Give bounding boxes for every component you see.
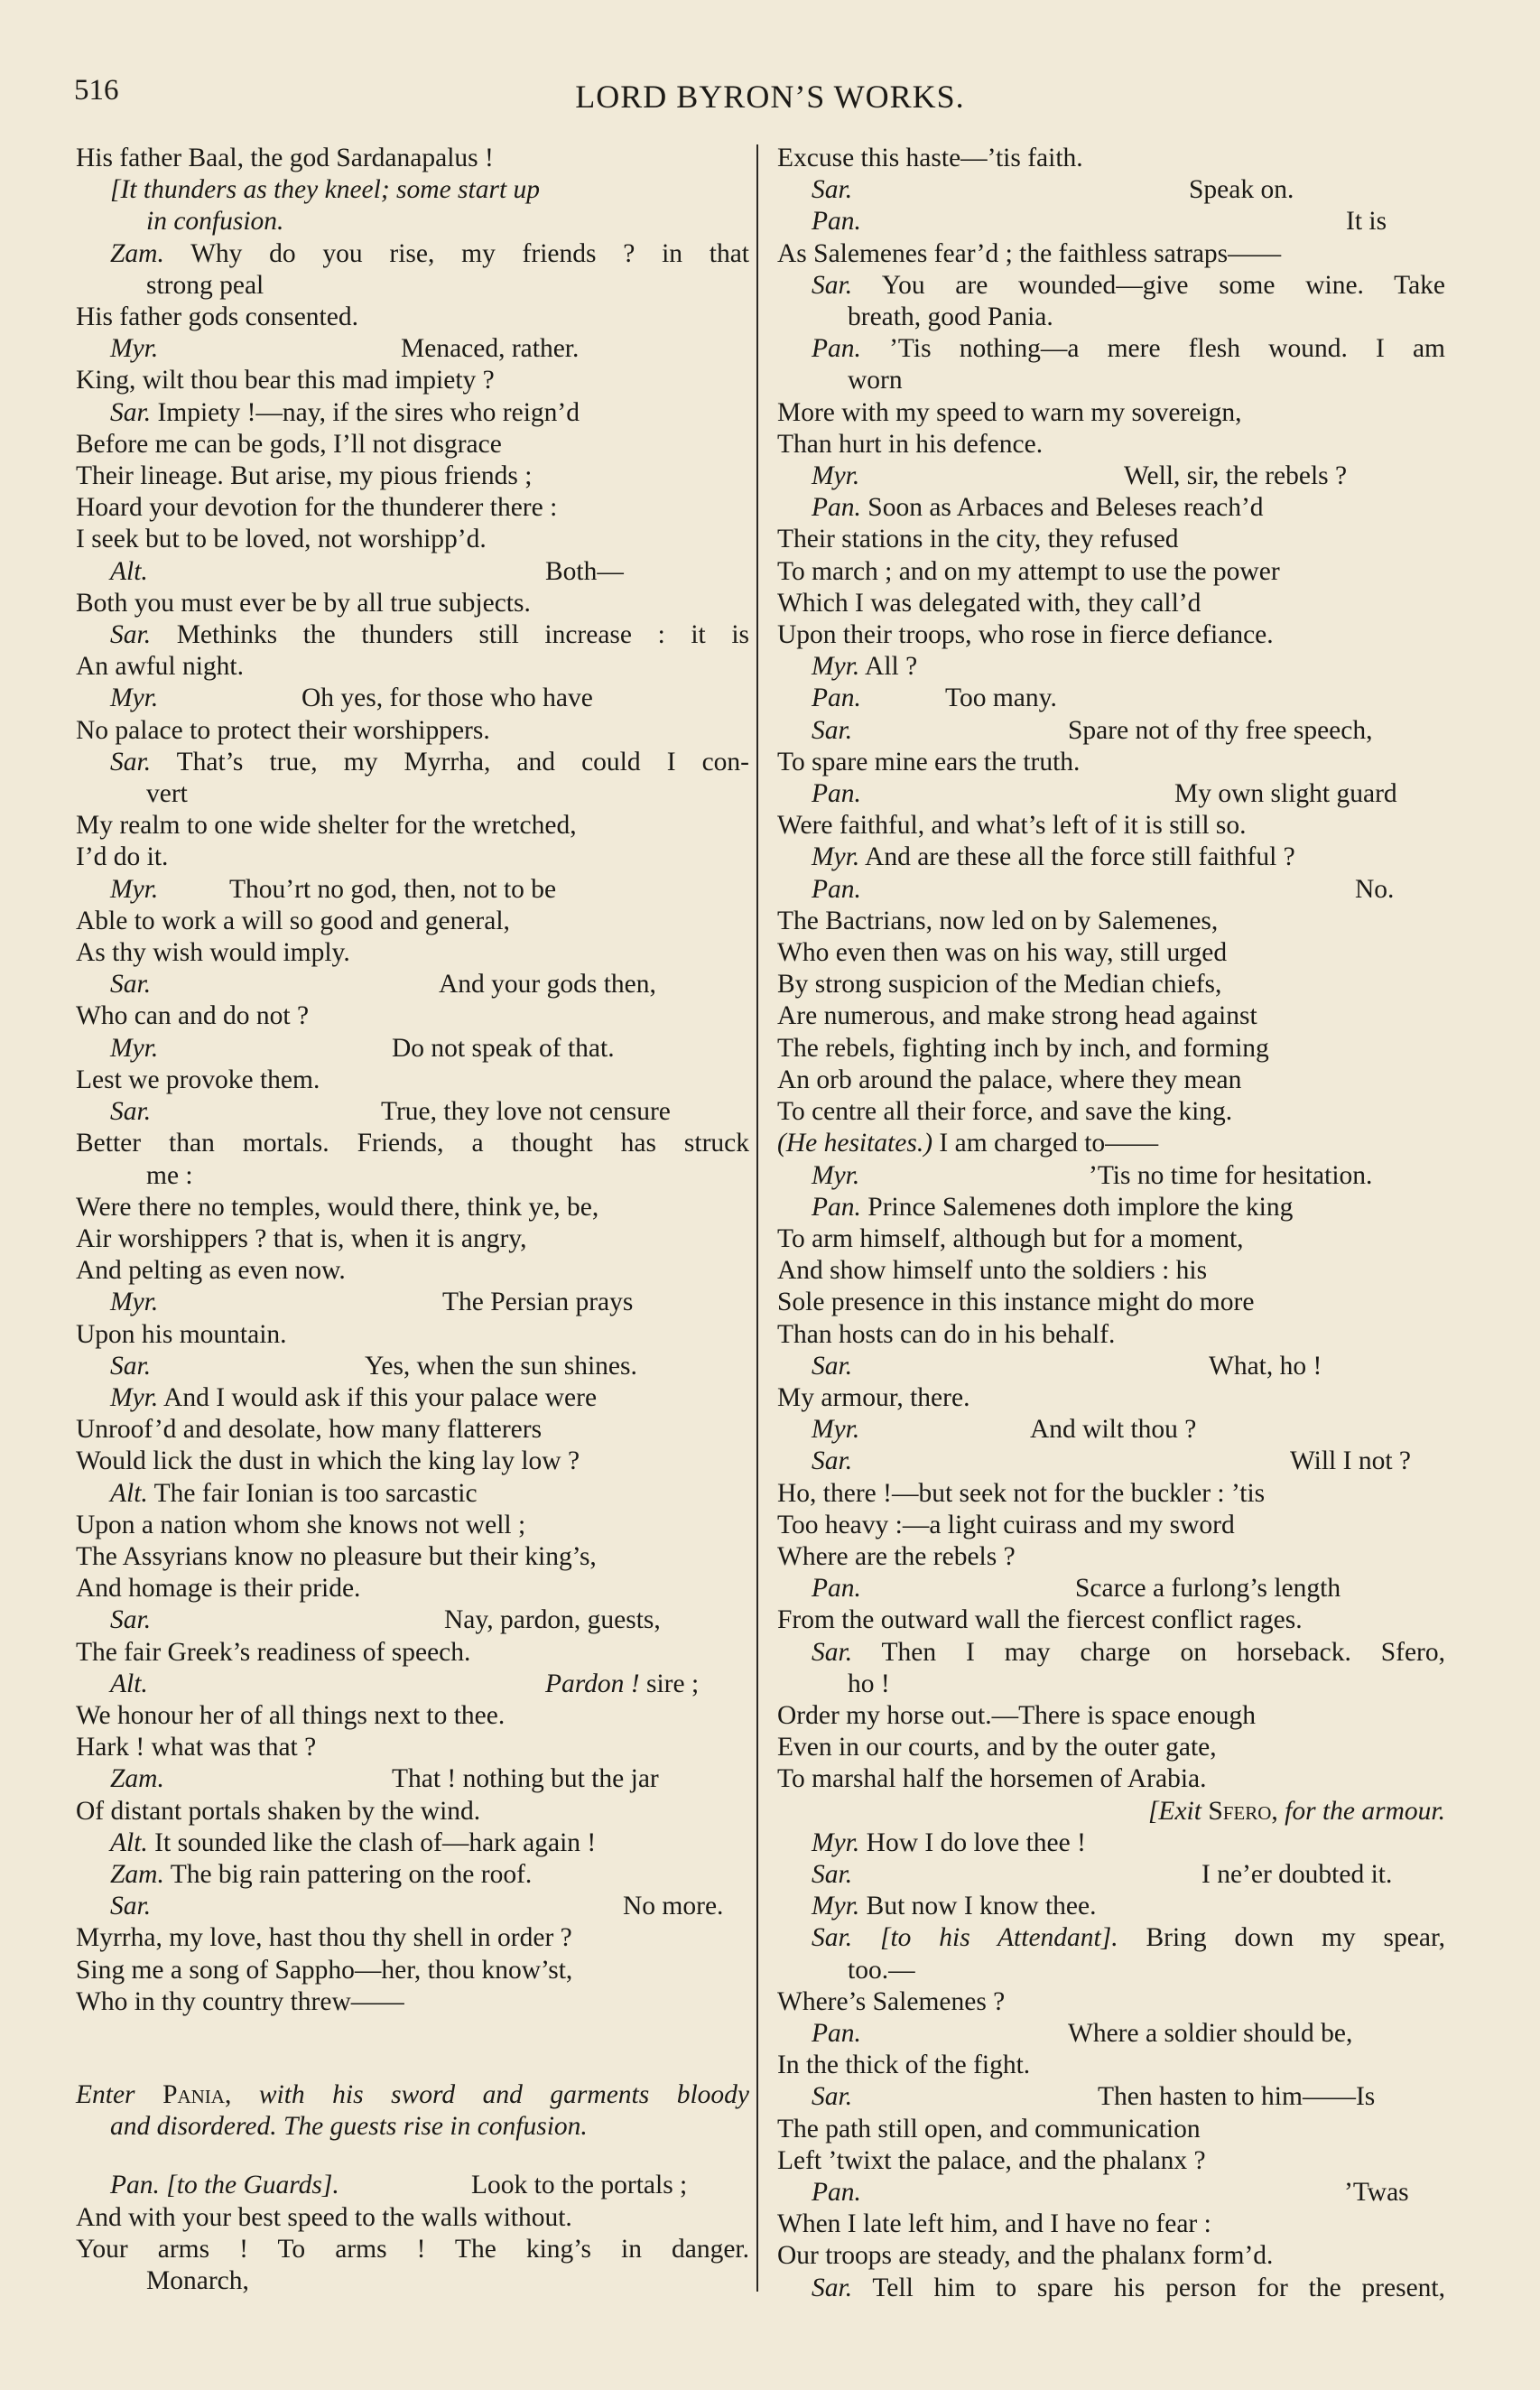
- verse-line: To spare mine ears the truth.: [777, 747, 1081, 777]
- verse-line: strong peal: [146, 270, 264, 300]
- verse-line: vert: [146, 779, 188, 809]
- speaker-label: Sar.: [110, 1892, 152, 1921]
- verse-line: Sar. And your gods then,: [110, 970, 656, 1000]
- verse-line: Zam. The big rain pattering on the roof.: [110, 1859, 533, 1889]
- speaker-label: Myr.: [110, 1288, 159, 1317]
- speaker-label: Myr.: [110, 1033, 159, 1063]
- speaker-label: Pan.: [812, 493, 861, 523]
- verse-line: Myr. ’Tis no time for hesitation.: [812, 1160, 1373, 1190]
- verse-line: Their lineage. But arise, my pious friends ;: [76, 461, 533, 491]
- verse-line: Upon a nation whom she knows not well ;: [76, 1510, 526, 1539]
- verse-line: Pan. My own slight guard: [812, 779, 1397, 809]
- verse-line: Myr. All ?: [812, 652, 918, 682]
- verse-line: The rebels, fighting inch by inch, and forming: [777, 1033, 1269, 1063]
- speaker-label: Pan.: [812, 684, 861, 713]
- verse-line: And homage is their pride.: [76, 1574, 361, 1604]
- verse-line: Zam. That ! nothing but the jar: [110, 1764, 659, 1794]
- speaker-label: Sar.: [110, 747, 152, 777]
- verse-line: Myrrha, my love, hast thou thy shell in order ?: [76, 1923, 572, 1953]
- verse-line: And with your best speed to the walls without.: [76, 2202, 572, 2232]
- verse-line: Than hosts can do in his behalf.: [777, 1319, 1116, 1349]
- speaker-label: Pan.: [812, 1192, 861, 1222]
- speaker-label: Sar.: [110, 620, 152, 650]
- verse-line: Myr. And wilt thou ?: [812, 1415, 1197, 1445]
- verse-line: An orb around the palace, where they mean: [777, 1065, 1242, 1094]
- verse-line: Sole presence in this instance might do more: [777, 1288, 1255, 1317]
- verse-line: And pelting as even now.: [76, 1256, 346, 1286]
- verse-line: Sar. That’s true, my Myrrha, and could I con-: [110, 747, 750, 777]
- verse-line: Left ’twixt the palace, and the phalanx ?: [777, 2145, 1206, 2175]
- speaker-label: Alt.: [110, 556, 148, 586]
- verse-line: Too heavy :—a light cuirass and my sword: [777, 1510, 1235, 1539]
- verse-line: No palace to protect their worshippers.: [76, 715, 490, 745]
- verse-line: Who can and do not ?: [76, 1001, 310, 1031]
- verse-line: Pan. ’Tis nothing—a mere flesh wound. I am: [812, 334, 1446, 364]
- verse-line: Who in thy country threw——: [76, 1986, 404, 2016]
- verse-line: Pan. Where a soldier should be,: [812, 2018, 1353, 2048]
- speaker-label: Myr.: [110, 1382, 159, 1412]
- verse-line: Zam. Why do you rise, my friends ? in that: [110, 238, 749, 268]
- speaker-label: Sar.: [812, 715, 853, 745]
- stage-direction: [It thunders as they kneel; some start up: [110, 175, 541, 205]
- verse-line: Myr. Do not speak of that.: [110, 1033, 615, 1063]
- speaker-label: Sar.: [812, 2082, 853, 2112]
- verse-line: Would lick the dust in which the king lay low ?: [76, 1446, 580, 1476]
- verse-line: Sar. Will I not ?: [812, 1446, 1411, 1476]
- verse-line: Air worshippers ? that is, when it is angry,: [76, 1223, 527, 1253]
- stage-direction: and disordered. The guests rise in confusion.: [110, 2112, 588, 2142]
- page-number: 516: [74, 74, 119, 107]
- verse-line: An awful night.: [76, 652, 244, 682]
- stage-direction: in confusion.: [146, 207, 284, 237]
- running-title: LORD BYRON’S WORKS.: [575, 79, 965, 115]
- verse-line: Pan. Soon as Arbaces and Beleses reach’d: [812, 493, 1264, 523]
- verse-line: Myr. Menaced, rather.: [110, 334, 580, 364]
- verse-line: Order my horse out.—There is space enough: [777, 1700, 1257, 1730]
- verse-line: Myr. But now I know thee.: [812, 1892, 1097, 1921]
- verse-line: Sar. No more.: [110, 1892, 724, 1921]
- verse-line: In the thick of the fight.: [777, 2051, 1031, 2080]
- left-column: [76, 143, 749, 2297]
- verse-line: Sar. Then hasten to him——Is: [812, 2082, 1376, 2112]
- verse-line: Sar. Speak on.: [812, 175, 1294, 205]
- verse-line: Who even then was on his way, still urged: [777, 938, 1228, 968]
- column-rule: [756, 144, 758, 2292]
- speaker-label: Myr.: [812, 1827, 860, 1857]
- verse-line: Sar. Impiety !—nay, if the sires who reign’d: [110, 397, 580, 427]
- speaker-label: Alt.: [110, 1669, 148, 1698]
- speaker-label: Pan.: [812, 2018, 861, 2048]
- verse-line: To arm himself, although but for a moment,: [777, 1223, 1244, 1253]
- verse-line: Monarch,: [146, 2266, 249, 2295]
- verse-line: Sar. What, ho !: [812, 1351, 1322, 1381]
- speaker-label: Sar.: [110, 1097, 152, 1127]
- verse-line: Pan. Prince Salemenes doth implore the king: [812, 1192, 1294, 1222]
- verse-line: Than hurt in his defence.: [777, 429, 1044, 459]
- speaker-label: Zam.: [110, 1764, 164, 1794]
- verse-line: Sar. Nay, pardon, guests,: [110, 1605, 661, 1635]
- verse-line: Sar. Tell him to spare his person for the present,: [812, 2273, 1445, 2302]
- verse-line: Upon his mountain.: [76, 1319, 287, 1349]
- verse-line: Unroof’d and desolate, how many flatterers: [76, 1415, 543, 1445]
- verse-line: Pan. Scarce a furlong’s length: [812, 1574, 1341, 1604]
- verse-line: To marshal half the horsemen of Arabia.: [777, 1764, 1207, 1794]
- verse-line: too.—: [848, 1955, 915, 1985]
- verse-line: To march ; and on my attempt to use the power: [777, 556, 1280, 586]
- verse-line: As thy wish would imply.: [76, 938, 350, 968]
- speaker-label: Sar.: [812, 175, 853, 205]
- speaker-label: Zam.: [110, 1859, 164, 1889]
- verse-line: Able to work a will so good and general,: [76, 906, 510, 935]
- speaker-label: Pan.: [812, 207, 861, 237]
- verse-line: Were there no temples, would there, think ye, be,: [76, 1192, 599, 1222]
- verse-line: breath, good Pania.: [848, 302, 1053, 332]
- verse-line: Lest we provoke them.: [76, 1065, 320, 1094]
- verse-line: Sar. [to his Attendant]. Bring down my spear,: [812, 1923, 1445, 1953]
- verse-line: Of distant portals shaken by the wind.: [76, 1796, 481, 1826]
- speaker-label: Myr.: [812, 1415, 860, 1445]
- verse-line: Before me can be gods, I’ll not disgrace: [76, 429, 502, 459]
- verse-line: Alt. It sounded like the clash of—hark again !: [110, 1827, 597, 1857]
- speaker-label: Pan.: [110, 2171, 160, 2200]
- speaker-label: Sar.: [812, 1923, 853, 1953]
- verse-line: Which I was delegated with, they call’d: [777, 588, 1201, 618]
- verse-line: Sar. Methinks the thunders still increase : it is: [110, 620, 750, 650]
- verse-line: Sar. You are wounded—give some wine. Take: [812, 270, 1446, 300]
- verse-line: Your arms ! To arms ! The king’s in danger.: [76, 2234, 749, 2264]
- speaker-label: Sar.: [812, 1859, 853, 1889]
- verse-line: Myr. And are these all the force still faithful ?: [812, 842, 1295, 872]
- verse-line: (He hesitates.) I am charged to——: [777, 1129, 1159, 1158]
- verse-line: Alt. Pardon ! sire ;: [110, 1669, 700, 1698]
- speaker-label: Alt.: [110, 1478, 148, 1508]
- verse-line: Alt. Both—: [110, 556, 624, 586]
- verse-line: Sing me a song of Sappho—her, thou know’st,: [76, 1955, 573, 1985]
- verse-line: Were faithful, and what’s left of it is still so.: [777, 811, 1247, 841]
- verse-line: Upon their troops, who rose in fierce defiance.: [777, 620, 1274, 650]
- verse-line: By strong suspicion of the Median chiefs,: [777, 970, 1222, 1000]
- verse-line: me :: [146, 1160, 193, 1190]
- verse-line: Pan. [to the Guards]. Look to the portals ;: [110, 2171, 688, 2200]
- verse-line: Sar. Spare not of thy free speech,: [812, 715, 1373, 745]
- speaker-label: Myr.: [110, 334, 159, 364]
- verse-line: King, wilt thou bear this mad impiety ?: [76, 366, 495, 395]
- verse-line: I’d do it.: [76, 842, 169, 872]
- verse-line: Pan. No.: [812, 874, 1395, 904]
- speaker-label: Sar.: [110, 1351, 152, 1381]
- verse-line: Myr. How I do love thee !: [812, 1827, 1086, 1857]
- verse-line: worn: [848, 366, 903, 395]
- verse-line: Myr. Thou’rt no god, then, not to be: [110, 874, 557, 904]
- verse-line: The Bactrians, now led on by Salemenes,: [777, 906, 1219, 935]
- verse-line: Where’s Salemenes ?: [777, 1986, 1006, 2016]
- speaker-label: Sar.: [110, 397, 152, 427]
- verse-line: Our troops are steady, and the phalanx form’d.: [777, 2241, 1274, 2271]
- verse-line: Sar. True, they love not censure: [110, 1097, 671, 1127]
- stage-direction: [Exit Sfero, for the armour.: [1147, 1796, 1445, 1826]
- speaker-label: Sar.: [812, 270, 853, 300]
- verse-line: Where are the rebels ?: [777, 1541, 1016, 1571]
- verse-line: As Salemenes fear’d ; the faithless satraps——: [777, 238, 1282, 268]
- speaker-label: Pan.: [812, 874, 861, 904]
- verse-line: Pan. ’Twas: [812, 2178, 1409, 2207]
- verse-line: Alt. The fair Ionian is too sarcastic: [110, 1478, 478, 1508]
- verse-line: My realm to one wide shelter for the wretched,: [76, 811, 577, 841]
- speaker-label: Sar.: [110, 970, 152, 1000]
- verse-line: The fair Greek’s readiness of speech.: [76, 1637, 471, 1667]
- speaker-label: Sar.: [812, 2273, 853, 2302]
- verse-line: Better than mortals. Friends, a thought has struck: [76, 1129, 749, 1158]
- right-column: [777, 143, 1445, 2304]
- speaker-label: Pan.: [812, 334, 861, 364]
- verse-line: The Assyrians know no pleasure but their king’s,: [76, 1541, 597, 1571]
- verse-line: Pan. Too many.: [812, 684, 1057, 713]
- verse-line: My armour, there.: [777, 1382, 970, 1412]
- stage-direction: Enter Pania, with his sword and garments bloody: [76, 2079, 750, 2109]
- verse-line: Hoard your devotion for the thunderer there :: [76, 493, 558, 523]
- verse-line: Myr. The Persian prays: [110, 1288, 634, 1317]
- speaker-label: Myr.: [812, 461, 860, 491]
- verse-line: Even in our courts, and by the outer gate,: [777, 1733, 1217, 1762]
- speaker-label: Pan.: [812, 2178, 861, 2207]
- verse-line: Are numerous, and make strong head against: [777, 1001, 1257, 1031]
- verse-line: Sar. I ne’er doubted it.: [812, 1859, 1393, 1889]
- speaker-label: Myr.: [812, 842, 860, 872]
- verse-line: His father Baal, the god Sardanapalus !: [76, 144, 494, 172]
- verse-line: Their stations in the city, they refused: [777, 525, 1179, 554]
- verse-line: More with my speed to warn my sovereign,: [777, 397, 1242, 427]
- speaker-label: Myr.: [812, 1892, 860, 1921]
- verse-line: Excuse this haste—’tis faith.: [777, 144, 1083, 172]
- verse-line: The path still open, and communication: [777, 2114, 1201, 2144]
- verse-line: I seek but to be loved, not worshipp’d.: [76, 525, 487, 554]
- verse-line: And show himself unto the soldiers : his: [777, 1256, 1208, 1286]
- verse-line: Myr. And I would ask if this your palace were: [110, 1382, 598, 1412]
- speaker-label: Sar.: [110, 1605, 152, 1635]
- verse-line: To centre all their force, and save the king.: [777, 1097, 1233, 1127]
- speaker-label: Sar.: [812, 1637, 853, 1667]
- speaker-label: Sar.: [812, 1351, 853, 1381]
- verse-line: His father gods consented.: [76, 302, 358, 332]
- speaker-label: Myr.: [110, 684, 159, 713]
- speaker-label: Myr.: [110, 874, 159, 904]
- verse-line: Both you must ever be by all true subjects.: [76, 588, 531, 618]
- speaker-label: Myr.: [812, 1160, 860, 1190]
- verse-line: Myr. Oh yes, for those who have: [110, 684, 593, 713]
- speaker-label: Sar.: [812, 1446, 853, 1476]
- verse-line: Hark ! what was that ?: [76, 1733, 317, 1762]
- verse-line: We honour her of all things next to thee.: [76, 1700, 506, 1730]
- speaker-label: Alt.: [110, 1827, 148, 1857]
- verse-line: From the outward wall the fiercest conflict rages.: [777, 1605, 1303, 1635]
- verse-line: When I late left him, and I have no fear :: [777, 2209, 1211, 2239]
- verse-line: Pan. It is: [812, 207, 1387, 237]
- verse-line: Sar. Then I may charge on horseback. Sfero,: [812, 1637, 1446, 1667]
- speaker-label: Myr.: [812, 652, 860, 682]
- verse-line: Ho, there !—but seek not for the buckler : ’tis: [777, 1478, 1266, 1508]
- verse-line: Sar. Yes, when the sun shines.: [110, 1351, 637, 1381]
- verse-line: ho !: [848, 1669, 890, 1698]
- speaker-label: Pan.: [812, 1574, 861, 1604]
- speaker-label: Zam.: [110, 238, 164, 268]
- speaker-label: Pan.: [812, 779, 861, 809]
- verse-line: Myr. Well, sir, the rebels ?: [812, 461, 1348, 491]
